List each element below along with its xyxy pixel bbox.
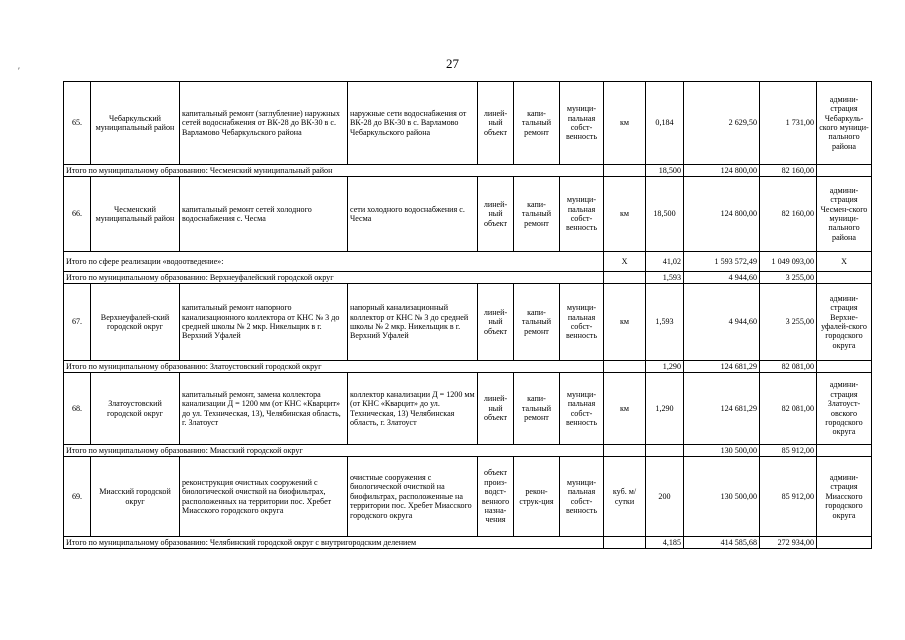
work-type-cell: капи-тальный ремонт <box>514 373 560 445</box>
municipality-cell: Верхнеуфалей-ский городской округ <box>91 284 180 361</box>
total-row <box>64 445 872 457</box>
total-cost: 4 944,60 <box>684 272 760 284</box>
total-extra <box>817 537 872 549</box>
total-funding: 85 912,00 <box>760 445 817 457</box>
total-label: Итого по муниципальному образованию: Челябинский городской округ с внутригородским делением <box>64 537 604 549</box>
ownership-cell: муници-пальная собст-венность <box>560 373 604 445</box>
row-number: 69. <box>64 457 91 537</box>
object-cell: наружные сети водоснабжения от ВК-28 до ВК-30 в с. Варламово Чебаркульского района <box>348 82 478 165</box>
responsible-cell: админи-страция Чесмен-ского муници-пального района <box>817 177 872 252</box>
total-funding: 82 081,00 <box>760 361 817 373</box>
total-mark <box>604 165 646 177</box>
cost-cell: 124 681,29 <box>684 373 760 445</box>
total-extra: X <box>817 252 872 272</box>
ownership-cell: муници-пальная собст-венность <box>560 82 604 165</box>
object-type-cell: линей-ный объект <box>478 284 514 361</box>
funding-cell: 82 081,00 <box>760 373 817 445</box>
event-cell: капитальный ремонт (заглубление) наружных сетей водоснабжения от ВК-28 до ВК-30 в с. Варламово Чебаркульского района <box>180 82 348 165</box>
total-mark <box>604 537 646 549</box>
total-extra <box>817 361 872 373</box>
total-row <box>64 537 872 549</box>
municipality-cell: Златоустовский городской округ <box>91 373 180 445</box>
responsible-cell: админи-страция Верхне-уфалей-ского городского округа <box>817 284 872 361</box>
total-funding: 1 049 093,00 <box>760 252 817 272</box>
object-cell: напорный канализационный коллектор от КНС № 3 до средней школы № 2 мкр. Никельщик в г. Верхний Уфалей <box>348 284 478 361</box>
work-type-cell: капи-тальный ремонт <box>514 82 560 165</box>
event-cell: капитальный ремонт напорного канализационного коллектора от КНС № 3 до средней школы № 2 мкр. Никельщик в г. Верхний Уфалей <box>180 284 348 361</box>
funding-cell: 82 160,00 <box>760 177 817 252</box>
object-type-cell: линей-ный объект <box>478 373 514 445</box>
event-cell: капитальный ремонт, замена коллектора канализации Д = 1200 мм (от КНС «Кварцит» до ул. Техническая, 13), Челябинская область, г. Златоуст <box>180 373 348 445</box>
row-number: 68. <box>64 373 91 445</box>
municipality-cell: Чесменский муниципальный район <box>91 177 180 252</box>
cost-cell: 130 500,00 <box>684 457 760 537</box>
table-row <box>64 284 872 361</box>
table-row <box>64 373 872 445</box>
event-cell: капитальный ремонт сетей холодного водоснабжения с. Чесма <box>180 177 348 252</box>
unit-cell: км <box>604 177 646 252</box>
work-type-cell: капи-тальный ремонт <box>514 177 560 252</box>
work-type-cell: капи-тальный ремонт <box>514 284 560 361</box>
funding-cell: 85 912,00 <box>760 457 817 537</box>
total-capacity: 18,500 <box>646 165 684 177</box>
responsible-cell: админи-страция Златоуст-овского городского округа <box>817 373 872 445</box>
total-funding: 82 160,00 <box>760 165 817 177</box>
row-number: 65. <box>64 82 91 165</box>
responsible-cell: админи-страция Миасского городского округа <box>817 457 872 537</box>
unit-cell: куб. м/сутки <box>604 457 646 537</box>
total-cost: 414 585,68 <box>684 537 760 549</box>
total-mark <box>604 272 646 284</box>
capacity-cell: 18,500 <box>646 177 684 252</box>
total-funding: 3 255,00 <box>760 272 817 284</box>
capacity-cell: 1,290 <box>646 373 684 445</box>
total-capacity: 1,593 <box>646 272 684 284</box>
total-mark <box>604 361 646 373</box>
scan-mark: ′ <box>18 66 20 76</box>
event-cell: реконструкция очистных сооружений с биологической очисткой на биофильтрах, расположенных на территории пос. Хребет Миасского городского округа <box>180 457 348 537</box>
total-label: Итого по муниципальному образованию: Златоустовский городской округ <box>64 361 604 373</box>
responsible-cell: админи-страция Чебаркуль-ского муници-пального района <box>817 82 872 165</box>
total-mark: X <box>604 252 646 272</box>
object-type-cell: линей-ный объект <box>478 82 514 165</box>
object-cell: очистные сооружения с биологической очисткой на биофильтрах, расположенные на территории пос. Хребет Миасского городского округа <box>348 457 478 537</box>
cost-cell: 4 944,60 <box>684 284 760 361</box>
total-capacity: 1,290 <box>646 361 684 373</box>
table-row <box>64 457 872 537</box>
total-mark <box>604 445 646 457</box>
total-label: Итого по муниципальному образованию: Миасский городской округ <box>64 445 604 457</box>
total-label: Итого по сфере реализации «водоотведение»: <box>64 252 604 272</box>
total-cost: 1 593 572,49 <box>684 252 760 272</box>
total-row <box>64 252 872 272</box>
total-cost: 130 500,00 <box>684 445 760 457</box>
program-table <box>63 81 872 549</box>
total-cost: 124 800,00 <box>684 165 760 177</box>
total-row <box>64 165 872 177</box>
total-extra <box>817 272 872 284</box>
table-row <box>64 82 872 165</box>
municipality-cell: Чебаркульский муниципальный район <box>91 82 180 165</box>
funding-cell: 1 731,00 <box>760 82 817 165</box>
total-extra <box>817 165 872 177</box>
object-type-cell: линей-ный объект <box>478 177 514 252</box>
unit-cell: км <box>604 373 646 445</box>
table-row <box>64 177 872 252</box>
capacity-cell: 0,184 <box>646 82 684 165</box>
object-cell: коллектор канализации Д = 1200 мм (от КНС «Кварцит» до ул. Техническая, 13) Челябинская область, г. Златоуст <box>348 373 478 445</box>
total-cost: 124 681,29 <box>684 361 760 373</box>
total-row <box>64 361 872 373</box>
unit-cell: км <box>604 284 646 361</box>
table-body <box>64 82 872 549</box>
page-number: 27 <box>446 56 459 71</box>
total-row <box>64 272 872 284</box>
capacity-cell: 1,593 <box>646 284 684 361</box>
cost-cell: 2 629,50 <box>684 82 760 165</box>
object-cell: сети холодного водоснабжения с. Чесма <box>348 177 478 252</box>
total-label: Итого по муниципальному образованию: Чесменский муниципальный район <box>64 165 604 177</box>
ownership-cell: муници-пальная собст-венность <box>560 177 604 252</box>
ownership-cell: муници-пальная собст-венность <box>560 457 604 537</box>
total-capacity: 41,02 <box>646 252 684 272</box>
row-number: 66. <box>64 177 91 252</box>
total-capacity: 4,185 <box>646 537 684 549</box>
object-type-cell: объект произ-водст-венного назна-чения <box>478 457 514 537</box>
total-label: Итого по муниципальному образованию: Верхнеуфалейский городской округ <box>64 272 604 284</box>
total-extra <box>817 445 872 457</box>
capacity-cell: 200 <box>646 457 684 537</box>
funding-cell: 3 255,00 <box>760 284 817 361</box>
total-funding: 272 934,00 <box>760 537 817 549</box>
cost-cell: 124 800,00 <box>684 177 760 252</box>
row-number: 67. <box>64 284 91 361</box>
municipality-cell: Миасский городской округ <box>91 457 180 537</box>
unit-cell: км <box>604 82 646 165</box>
ownership-cell: муници-пальная собст-венность <box>560 284 604 361</box>
work-type-cell: рекон-струк-ция <box>514 457 560 537</box>
total-capacity <box>646 445 684 457</box>
